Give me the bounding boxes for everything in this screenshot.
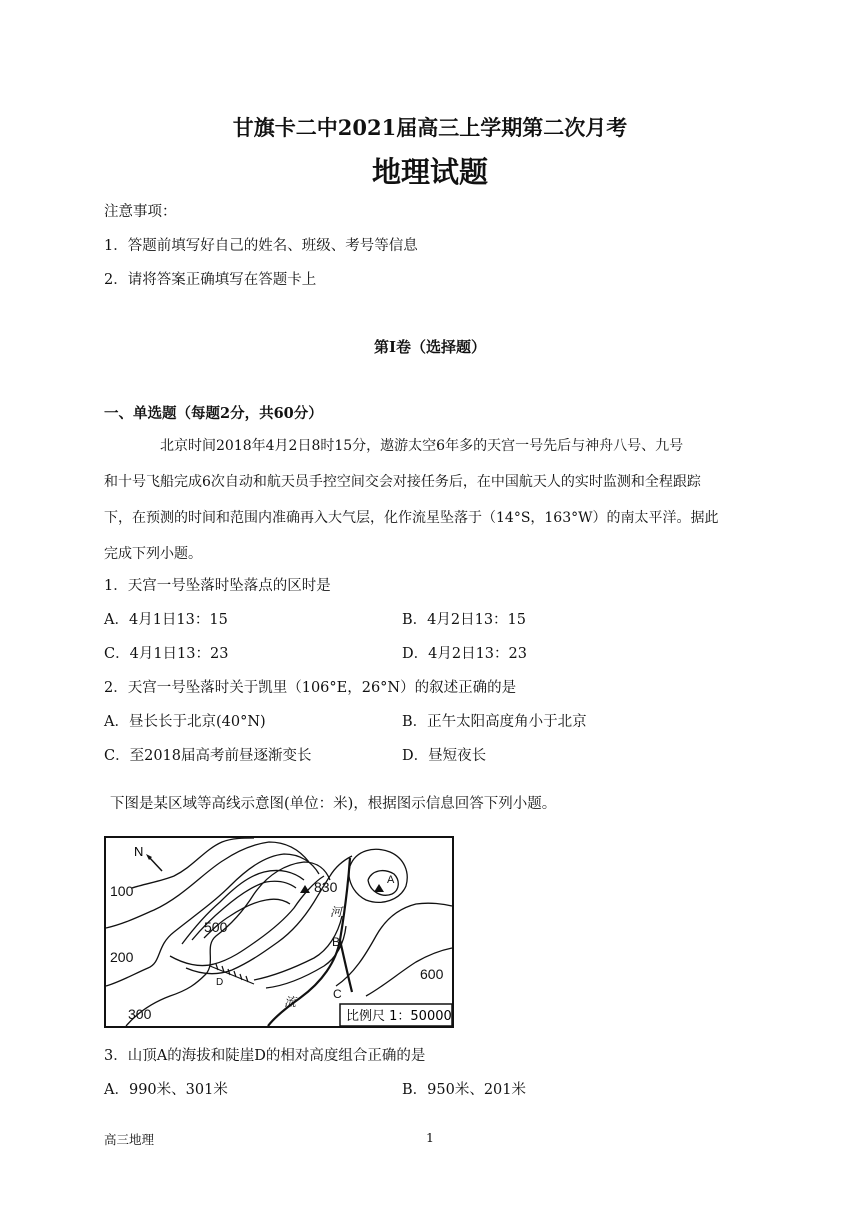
exam-subject-title: 地理试题 xyxy=(371,155,488,189)
point-label-a: A xyxy=(387,874,395,886)
q2-option-d: D．昼短夜长 xyxy=(402,748,487,764)
q2-option-b: B．正午太阳高度角小于北京 xyxy=(402,714,587,730)
contour-label-200: 200 xyxy=(110,949,134,965)
contour-label-500: 500 xyxy=(204,919,228,935)
point-label-d: D xyxy=(216,977,224,988)
passage-line: 和十号飞船完成6次自动和航天员手控空间交会对接任务后，在中国航天人的实时监测和全程跟踪 xyxy=(104,474,701,490)
question-2-stem: 2．天宫一号坠落时关于凯里（106°E，26°N）的叙述正确的是 xyxy=(104,680,517,696)
section-title: 第Ⅰ卷（选择题） xyxy=(373,338,487,356)
q1-option-b: B．4月2日13：15 xyxy=(402,612,527,628)
contour-map xyxy=(104,836,454,1028)
north-label: N xyxy=(134,844,144,859)
map-intro: 下图是某区域等高线示意图(单位：米)，根据图示信息回答下列小题。 xyxy=(110,796,557,812)
contour-label-600: 600 xyxy=(420,966,444,982)
question-1-stem: 1．天宫一号坠落时坠落点的区时是 xyxy=(104,578,331,594)
footer-subject: 高三地理 xyxy=(104,1132,155,1147)
contour-label-100: 100 xyxy=(110,883,134,899)
question-3-stem: 3．山顶A的海拔和陡崖D的相对高度组合正确的是 xyxy=(104,1048,426,1064)
notes-heading: 注意事项： xyxy=(104,204,177,220)
exam-title: 甘旗卡二中2021届高三上学期第二次月考 xyxy=(232,115,628,140)
q1-option-d: D．4月2日13：23 xyxy=(402,646,527,662)
part-heading: 一、单选题（每题2分，共60分） xyxy=(104,405,323,422)
passage-line: 北京时间2018年4月2日8时15分，遨游太空6年多的天宫一号先后与神舟八号、九号 xyxy=(160,438,684,454)
q3-option-a: A．990米、301米 xyxy=(104,1082,228,1098)
q2-option-a: A．昼长长于北京(40°N) xyxy=(104,714,266,730)
note-item-1: 1．答题前填写好自己的姓名、班级、考号等信息 xyxy=(104,238,418,254)
contour-label-300: 300 xyxy=(128,1006,152,1022)
q2-option-c: C．至2018届高考前昼逐渐变长 xyxy=(104,748,312,764)
passage-line: 完成下列小题。 xyxy=(104,546,202,562)
note-item-2: 2．请将答案正确填写在答题卡上 xyxy=(104,272,317,288)
q1-option-a: A．4月1日13：15 xyxy=(104,612,228,628)
passage-1 xyxy=(104,428,764,572)
scale-label: 比例尺 1：50000 xyxy=(346,1009,452,1024)
river-char-2: 流 xyxy=(284,995,297,1009)
passage-line: 下，在预测的时间和范围内准确再入大气层，化作流星坠落于（14°S，163°W）的南太平洋。据此 xyxy=(104,510,719,526)
river-char-1: 河 xyxy=(330,905,343,919)
point-label-b: B xyxy=(332,935,341,949)
q1-option-c: C．4月1日13：23 xyxy=(104,646,229,662)
q3-option-b: B．950米、201米 xyxy=(402,1082,527,1098)
contour-label-830: 830 xyxy=(314,879,338,895)
point-label-c: C xyxy=(333,987,342,1001)
page-number: 1 xyxy=(426,1130,434,1145)
